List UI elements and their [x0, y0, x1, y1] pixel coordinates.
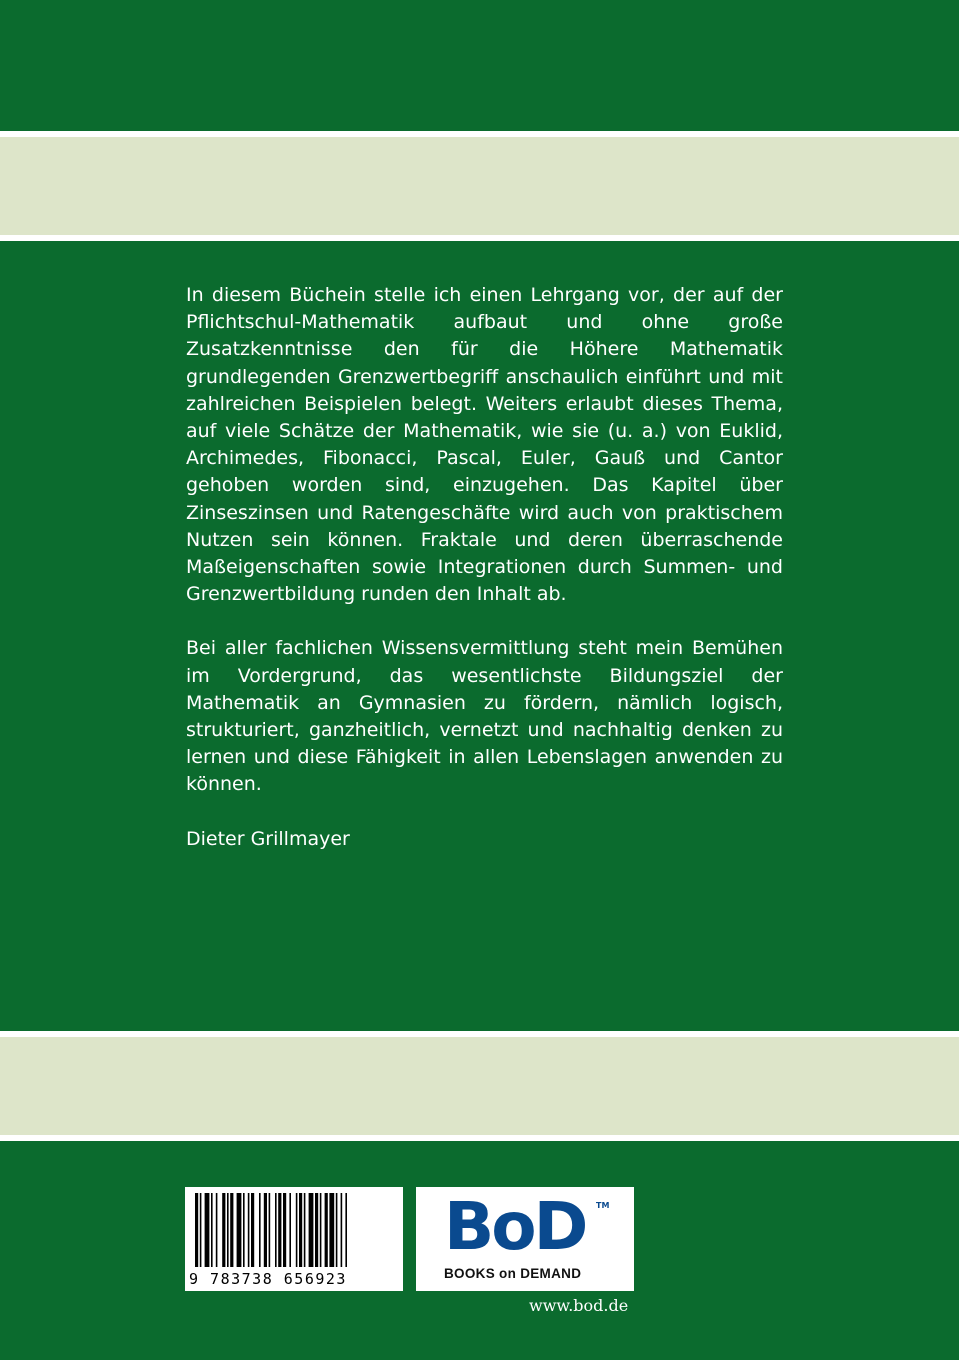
- barcode-bar: [227, 1193, 229, 1267]
- barcode-bar: [341, 1193, 343, 1267]
- barcode-bar: [325, 1193, 328, 1267]
- blurb-paragraph-1: In diesem Büchein stelle ich einen Lehrgang vor, der auf der Pflichtschul-Mathematik aufbaut und ohne große Zusatzkenntnisse den für die Höhere Mathematik grundlegenden Grenzwertbegriff anschaulich einführt und mit zahlreichen Beispielen belegt. Weiters erlaubt dieses Thema, auf viele Schätze der Mathematik, wie sie (u. a.) von Euklid, Archimedes, Fibonacci, Pascal, Euler, Gauß und Cantor gehoben worden sind, einzugehen. Das Kapitel über Zinseszinsen und Ratengeschäfte wird auch von praktischem Nutzen sein können. Fraktale und deren überraschende Maßeigenschaften sowie Integrationen durch Summen- und Grenzwertbildung runden den Inhalt ab.: [186, 284, 783, 606]
- barcode-bar: [222, 1193, 225, 1267]
- barcode-bar: [309, 1193, 314, 1267]
- barcode-bar: [200, 1193, 202, 1267]
- barcode-bar: [278, 1193, 281, 1267]
- barcode-bar: [205, 1193, 210, 1267]
- barcode-bar: [296, 1193, 298, 1267]
- bod-logo: BoD: [444, 1188, 586, 1265]
- barcode: [185, 1187, 403, 1291]
- back-cover-blurb: [186, 282, 783, 880]
- barcode-bar: [211, 1193, 213, 1267]
- publisher-tagline: BOOKS on DEMAND: [444, 1266, 582, 1281]
- barcode-bar: [315, 1193, 318, 1267]
- trademark-mark: TM: [596, 1201, 610, 1210]
- barcode-bar: [264, 1193, 267, 1267]
- barcode-bar: [289, 1193, 291, 1267]
- bottom-band: [0, 1031, 959, 1141]
- blurb-paragraph-2: Bei aller fachlichen Wissensvermittlung steht mein Bemühen im Vordergrund, das wesentlichste Bildungsziel der Mathematik an Gymnasien zu fördern, nämlich logisch, strukturiert, ganzheitlich, vernetzt und nachhaltig denken zu lernen und diese Fähigkeit in allen Lebenslagen anwenden zu können.: [186, 637, 783, 796]
- barcode-bar: [275, 1193, 277, 1267]
- isbn-digits: 9 783738 656923: [189, 1270, 347, 1288]
- barcode-bar: [320, 1193, 322, 1267]
- barcode-bar: [237, 1193, 242, 1267]
- author-name: Dieter Grillmayer: [186, 827, 350, 850]
- barcode-bar: [259, 1193, 261, 1267]
- barcode-bar: [299, 1193, 302, 1267]
- barcode-bar: [248, 1193, 250, 1267]
- barcode-bar: [304, 1193, 306, 1267]
- top-band: [0, 131, 959, 241]
- barcode-bar: [336, 1193, 338, 1267]
- barcode-bar: [283, 1193, 286, 1267]
- barcode-bars: [195, 1193, 393, 1267]
- publisher-url: www.bod.de: [529, 1296, 629, 1315]
- barcode-bar: [243, 1193, 245, 1267]
- barcode-bar: [329, 1193, 334, 1267]
- barcode-bar: [230, 1193, 233, 1267]
- barcode-bar: [269, 1193, 271, 1267]
- barcode-bar: [216, 1193, 218, 1267]
- publisher-logo-box: [416, 1187, 634, 1291]
- barcode-bar: [195, 1193, 198, 1267]
- barcode-bar: [251, 1193, 254, 1267]
- barcode-bar: [345, 1193, 347, 1267]
